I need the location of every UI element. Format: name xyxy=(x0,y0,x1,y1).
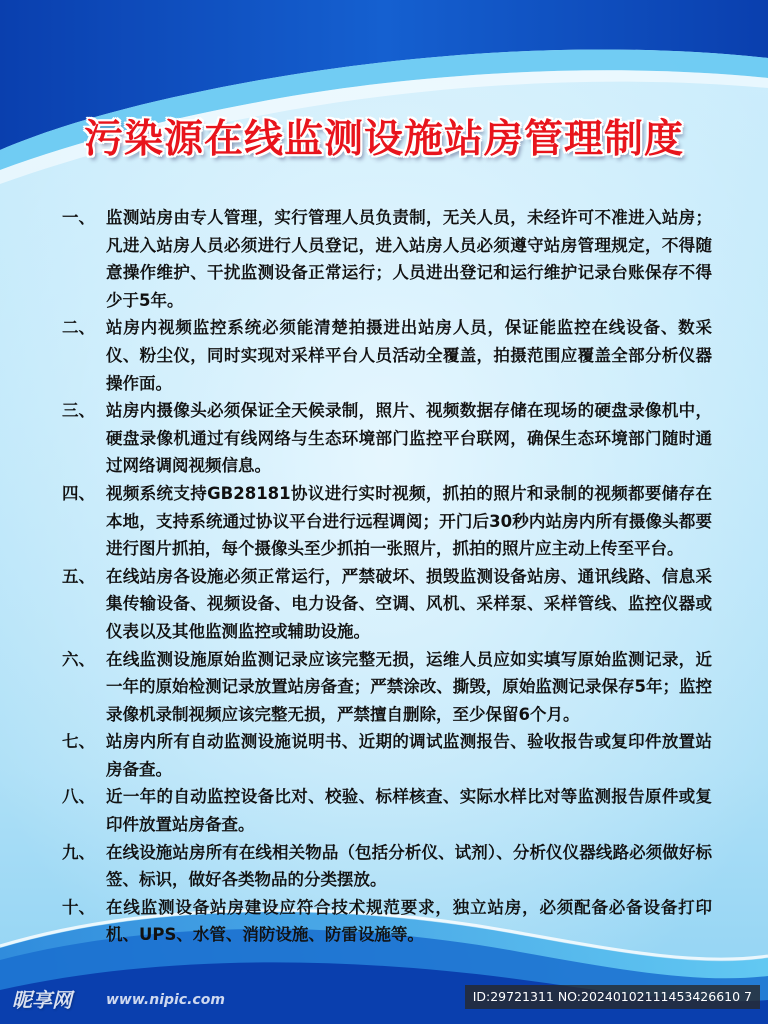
item-number: 七、 xyxy=(62,732,95,752)
list-item xyxy=(62,728,712,783)
item-text: 站房内视频监控系统必须能清楚拍摄进出站房人员，保证能监控在线设备、数采仪、粉尘仪，同时实现对采样平台人员活动全覆盖，拍摄范围应覆盖全部分析仪器操作面。 xyxy=(106,318,712,393)
item-text: 站房内所有自动监测设施说明书、近期的调试监测报告、验收报告或复印件放置站房备查。 xyxy=(106,732,712,779)
item-text: 在线站房各设施必须正常运行，严禁破坏、损毁监测设备站房、通讯线路、信息采集传输设备、视频设备、电力设备、空调、风机、采样泵、采样管线、监控仪器或仪表以及其他监测监控或辅助设施。 xyxy=(106,566,712,641)
item-text: 在线监测设备站房建设应符合技术规范要求，独立站房，必须配备必备设备打印机、UPS、水管、消防设施、防雷设施等。 xyxy=(106,897,712,945)
item-text: 在线监测设施原始监测记录应该完整无损，运维人员应如实填写原始监测记录，近一年的原始检测记录放置站房备查；严禁涂改、撕毁，原始监测记录保存5年；监控录像机录制视频应该完整无损，严禁擅自删除，至少保留6个月。 xyxy=(106,649,712,724)
item-number: 十、 xyxy=(62,897,95,917)
list-item xyxy=(62,204,712,314)
item-text: 在线设施站房所有在线相关物品（包括分析仪、试剂）、分析仪仪器线路必须做好标签、标识，做好各类物品的分类摆放。 xyxy=(106,842,712,890)
image-id-label: ID:29721311 NO:20240102111453426610 7 xyxy=(465,985,760,1009)
list-item xyxy=(62,563,712,646)
list-item xyxy=(62,783,712,838)
item-number: 八、 xyxy=(62,787,95,807)
item-number: 五、 xyxy=(62,566,95,586)
item-number: 四、 xyxy=(62,483,95,503)
item-number: 一、 xyxy=(62,208,95,227)
watermark-logo: 昵享网 xyxy=(12,988,72,1012)
item-text: 监测站房由专人管理，实行管理人员负责制，无关人员，未经许可不准进入站房；凡进入站房人员必须进行人员登记，进入站房人员必须遵守站房管理规定，不得随意操作维护、干扰监测设备正常运行；人员进出登记和运行维护记录台账保存不得少于5年。 xyxy=(106,208,712,310)
watermark-url: www.nipic.com xyxy=(106,992,225,1008)
list-item xyxy=(62,480,712,563)
item-text: 视频系统支持GB28181协议进行实时视频，抓拍的照片和录制的视频都要储存在本地，支持系统通过协议平台进行远程调阅；开门后30秒内站房内所有摄像头都要进行图片抓拍，每个摄像头至少抓拍一张照片，抓拍的照片应主动上传至平台。 xyxy=(106,483,712,559)
regulation-list xyxy=(62,204,712,949)
list-item xyxy=(62,646,712,729)
item-number: 六、 xyxy=(62,649,95,669)
item-text: 近一年的自动监控设备比对、校验、标样核查、实际水样比对等监测报告原件或复印件放置站房备查。 xyxy=(106,787,712,835)
page-title: 污染源在线监测设施站房管理制度 xyxy=(83,117,684,162)
list-item xyxy=(62,839,712,894)
list-item xyxy=(62,894,712,949)
item-number: 九、 xyxy=(62,842,95,862)
item-number: 二、 xyxy=(62,318,95,338)
item-number: 三、 xyxy=(62,401,95,421)
list-item xyxy=(62,397,712,480)
item-text: 站房内摄像头必须保证全天候录制，照片、视频数据存储在现场的硬盘录像机中，硬盘录像机通过有线网络与生态环境部门监控平台联网，确保生态环境部门随时通过网络调阅视频信息。 xyxy=(106,401,712,476)
list-item xyxy=(62,314,712,397)
